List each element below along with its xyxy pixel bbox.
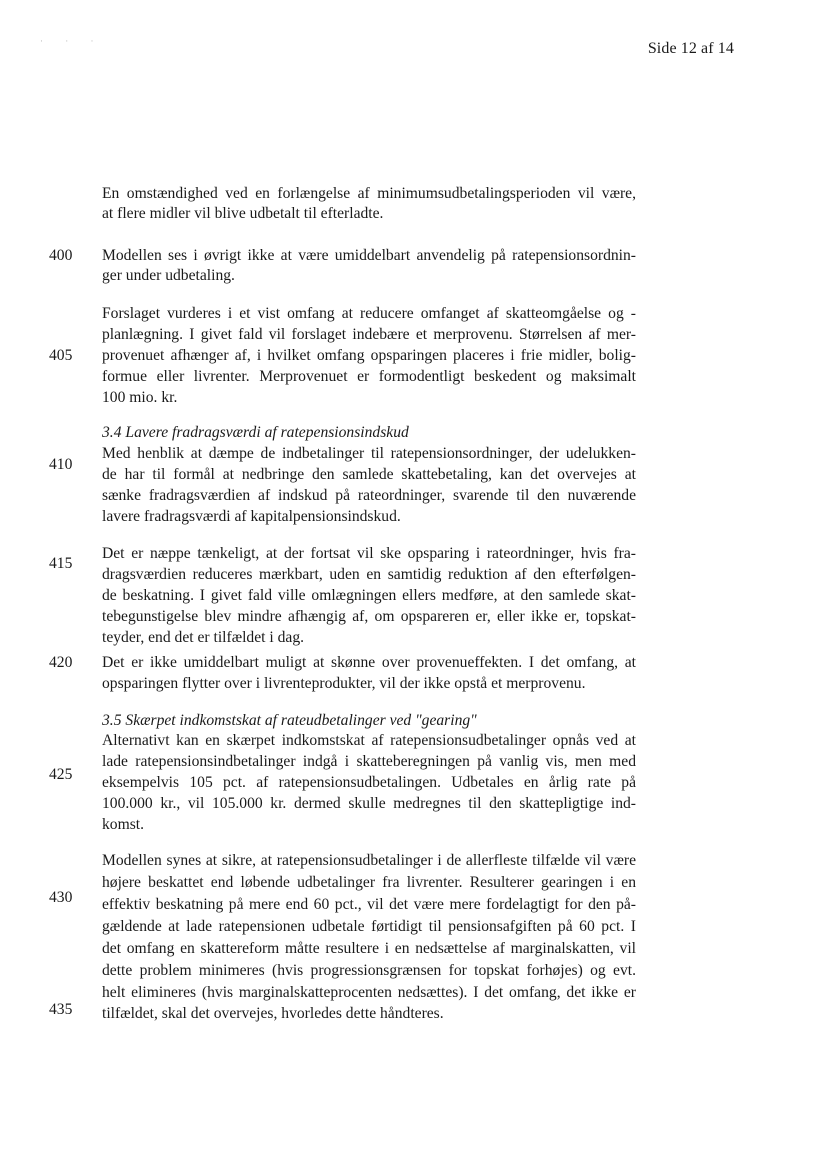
- text-line: gældende at lade ratepensionen udbetale førtidigt til pensionsafgiften på 60 pct. I: [102, 918, 636, 935]
- text-line: Modellen ses i øvrigt ikke at være umiddelbart anvendelig på ratepensionsordnin-: [102, 247, 636, 264]
- text-line: Forslaget vurderes i et vist omfang at reducere omfanget af skatteomgåelse og -: [102, 305, 636, 322]
- line-number: 410: [49, 456, 73, 473]
- text-line: 100.000 kr., vil 105.000 kr. dermed skulle medregnes til den skattepligtige ind-: [102, 795, 636, 812]
- text-line: de beskatning. I givet fald ville omlægningen ellers medføre, at den samlede skat-: [102, 587, 636, 604]
- text-line: teyder, end det er tilfældet i dag.: [102, 629, 305, 646]
- text-line: effektiv beskatning på mere end 60 pct., vil det være mere fordelagtigt for den på-: [102, 896, 636, 913]
- text-line: at flere midler vil blive udbetalt til efterladte.: [102, 205, 384, 222]
- line-number: 400: [49, 247, 73, 264]
- text-line: formue eller livrenter. Merprovenuet er formodentligt beskedent og maksimalt: [102, 368, 636, 385]
- line-number: 405: [49, 347, 73, 364]
- line-number: 435: [49, 1001, 73, 1018]
- text-line: Det er ikke umiddelbart muligt at skønne over provenueffekten. I det omfang, at: [102, 654, 636, 671]
- text-line: dragsværdien reduceres mærkbart, uden en samtidig reduktion af den efterfølgen-: [102, 566, 636, 583]
- line-number: 425: [49, 766, 73, 783]
- text-line: højere beskattet end løbende udbetalinger fra livrenter. Resulterer gearingen i en: [102, 874, 636, 891]
- line-number: 415: [49, 555, 73, 572]
- scan-artifact: · · ·: [40, 36, 104, 46]
- text-line: lavere fradragsværdi af kapitalpensionsindskud.: [102, 508, 401, 525]
- text-line: dette problem minimeres (hvis progressionsgrænsen for topskat forhøjes) og evt.: [102, 962, 636, 979]
- text-line: Alternativt kan en skærpet indkomstskat af ratepensionsudbetalinger opnås ved at: [102, 732, 636, 749]
- text-line: eksempelvis 105 pct. af ratepensionsudbetalingen. Udbetales en årlig rate på: [102, 774, 636, 791]
- text-line: komst.: [102, 816, 145, 833]
- text-line: Med henblik at dæmpe de indbetalinger til ratepensionsordninger, der udelukken-: [102, 445, 636, 462]
- text-line: sænke fradragsværdien af indskud på rateordninger, svarende til den nuværende: [102, 487, 636, 504]
- text-line: En omstændighed ved en forlængelse af minimumsudbetalingsperioden vil være,: [102, 185, 636, 202]
- page-number: Side 12 af 14: [647, 40, 734, 57]
- section-heading: 3.5 Skærpet indkomstskat af rateudbetalinger ved "gearing": [102, 712, 477, 729]
- text-line: Modellen synes at sikre, at ratepensionsudbetalinger i de allerfleste tilfælde vil være: [102, 852, 636, 869]
- text-line: tebegunstigelse blev mindre afhængig af, om opspareren er, eller ikke er, topskat-: [102, 608, 636, 625]
- text-line: Det er næppe tænkeligt, at der fortsat vil ske opsparing i rateordninger, hvis fra-: [102, 545, 636, 562]
- section-heading: 3.4 Lavere fradragsværdi af ratepensionsindskud: [102, 424, 409, 441]
- line-number: 430: [49, 889, 73, 906]
- text-line: det omfang en skattereform måtte resultere i en nedsættelse af marginalskatten, vil: [102, 940, 636, 957]
- text-line: planlægning. I givet fald vil forslaget indebære et merprovenu. Størrelsen af mer-: [102, 326, 636, 343]
- text-line: helt elimineres (hvis marginalskatteprocenten nedsættes). I det omfang, det ikke er: [102, 984, 636, 1001]
- text-line: lade ratepensionsindbetalinger indgå i skatteberegningen på vanlig vis, men med: [102, 753, 636, 770]
- line-number: 420: [49, 654, 73, 671]
- text-line: ger under udbetaling.: [102, 267, 235, 284]
- text-line: provenuet afhænger af, i hvilket omfang opsparingen placeres i frie midler, bolig-: [102, 347, 636, 364]
- text-line: tilfældet, skal det overvejes, hvorledes dette håndteres.: [102, 1005, 444, 1022]
- text-line: opsparingen flytter over i livrenteprodukter, vil der ikke opstå et merprovenu.: [102, 675, 586, 692]
- text-line: de har til formål at nedbringe den samlede skattebetaling, kan det overvejes at: [102, 466, 636, 483]
- text-line: 100 mio. kr.: [102, 389, 178, 406]
